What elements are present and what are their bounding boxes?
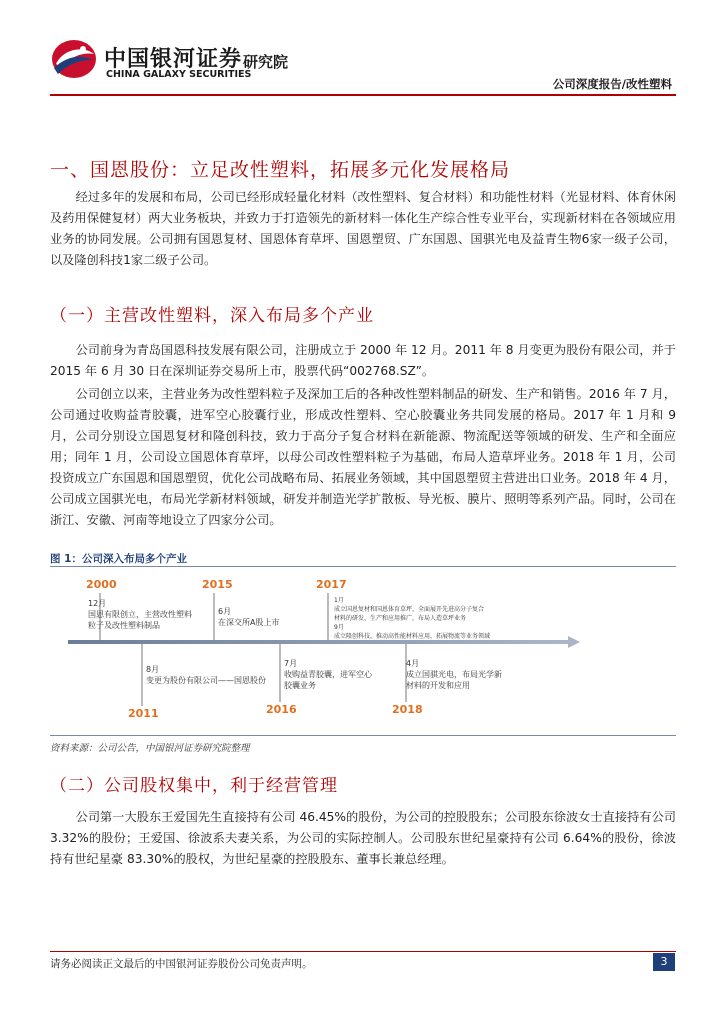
figure-source-note: 资料来源：公司公告，中国银河证券研究院整理 [50, 743, 250, 754]
ownership-paragraph: 公司第一大股东王爱国先生直接持有公司 46.45%的股份，为公司的控股股东；公司股东徐波女士直接持有公司 3.32%的股份；王爱国、徐波系夫妻关系，为公司的实际控制人。公司股东世纪星豪持有公司 6.64%的股份，徐波持有世纪星豪 83.30%的股权，为世纪星豪的控股股东、董事长兼总经理。 [50, 810, 676, 866]
timeline-text: 成立国骐光电，布局光学新 [406, 670, 502, 679]
business-paragraph: 公司创立以来，主营业务为改性塑料粒子及深加工后的各种改性塑料制品的研发、生产和销售。2016 年 7 月，公司通过收购益青胶囊，进军空心胶囊行业，形成改性塑料、空心胶囊业务共同发展的格局。2017 年 1 月和 9 月，公司分别设立国恩复材和隆创科技，致力于高分子复合材料在新能源、物流配送等领域的研发、生产和全面应用；同年 1 月，公司设立国恩体育草坪，以母公司改性塑料粒子为基础，布局人造草坪业务。2018 年 1 月，公司投资成立广东国恩和国恩塑贸，优化公司战略布局、拓展业务领域，其中国恩塑贸主营进出口业务。2018 年 4 月，公司成立国骐光电，布局光学新材料领域，研发并制造光学扩散板、导光板、膜片、照明等系列产品。同时，公司在浙江、安徽、河南等地设立了四家分公司。 [50, 387, 676, 527]
intro-paragraph: 经过多年的发展和布局，公司已经形成轻量化材料（改性塑料、复合材料）和功能性材料（光显材料、体育休闲及药用保健复材）两大业务板块，并致力于打造领先的新材料一体化生产综合性专业平台，实现新材料在各领域应用业务的协同发展。公司拥有国恩复材、国恩体育草坪、国恩塑贸、广东国恩、国骐光电及益青生物6家一级子公司，以及隆创科技1家二级子公司。 [50, 190, 676, 267]
section-title-main-business: （一）主营改性塑料，深入布局多个产业 [50, 306, 374, 326]
timeline-event-2015 [202, 578, 279, 640]
figure-top-rule [50, 566, 676, 567]
timeline-text: 材料的开发和应用 [406, 681, 470, 690]
timeline-year: 2017 [316, 578, 347, 591]
timeline-arrow-icon [568, 636, 580, 648]
timeline-year: 2015 [202, 578, 233, 591]
galaxy-logo-icon [50, 38, 98, 80]
timeline-text: 材料的研发、生产和应用推广，布局人造草坪业务 [334, 615, 467, 622]
report-type-label: 公司深度报告/改性塑料 [552, 77, 672, 91]
section-title-ownership: （二）公司股权集中，利于经营管理 [50, 776, 338, 796]
section-title-main: 一、国恩股份：立足改性塑料，拓展多元化发展格局 [50, 159, 511, 181]
brand-name-en: CHINA GALAXY SECURITIES [106, 69, 252, 80]
timeline-text: 在深交所A股上市 [218, 618, 280, 627]
footer-divider [50, 951, 676, 952]
timeline-text: 7月 [284, 659, 298, 668]
timeline-text: 变更为股份有限公司——国恩股份 [146, 676, 266, 685]
timeline-year: 2000 [86, 578, 117, 591]
brand-name-cn: 中国银河证券 [104, 47, 243, 72]
timeline-event-2017 [316, 578, 490, 640]
timeline-text: 成立隆创科技，推动高性能材料应用，拓展物流等业务领域 [334, 633, 491, 640]
timeline-year: 2016 [266, 703, 297, 716]
timeline-text: 8月 [146, 665, 160, 674]
figure-title: 图 1：公司深入布局多个产业 [50, 553, 187, 565]
header-divider [50, 94, 676, 96]
timeline-text: 粒子及改性塑料制品 [88, 621, 160, 630]
timeline-text: 4月 [406, 659, 420, 668]
timeline-text: 国恩有限创立，主营改性塑料 [88, 610, 192, 619]
research-institute-label: 研究院 [243, 53, 289, 71]
timeline-figure [50, 568, 676, 734]
timeline-text: 收购益青胶囊，进军空心 [284, 670, 372, 679]
timeline-year: 2018 [392, 703, 423, 716]
timeline-axis [68, 640, 568, 644]
page-number: 3 [653, 953, 675, 971]
timeline-event-2016 [266, 644, 373, 716]
timeline-text: 9月 [334, 624, 344, 631]
timeline-event-2018 [392, 644, 502, 716]
timeline-text: 胶囊业务 [284, 681, 316, 690]
timeline-event-2000 [86, 578, 192, 640]
timeline-text: 1月 [334, 597, 344, 604]
figure-bottom-rule [50, 735, 676, 736]
footer-disclaimer: 请务必阅读正文最后的中国银河证券股份公司免责声明。 [50, 958, 313, 970]
timeline-text: 12月 [88, 599, 107, 608]
history-paragraph: 公司前身为青岛国恩科技发展有限公司，注册成立于 2000 年 12 月。2011 年 8 月变更为股份有限公司，并于 2015 年 6 月 30 日在深圳证券交易所上市，股票代码“002768.SZ”。 [50, 343, 676, 378]
timeline-text: 成立国恩复材和国恩体育草坪，全面展开先进高分子复合 [334, 606, 485, 613]
timeline-text: 6月 [218, 607, 232, 616]
timeline-year: 2011 [128, 707, 159, 720]
timeline-event-2011 [128, 644, 266, 720]
